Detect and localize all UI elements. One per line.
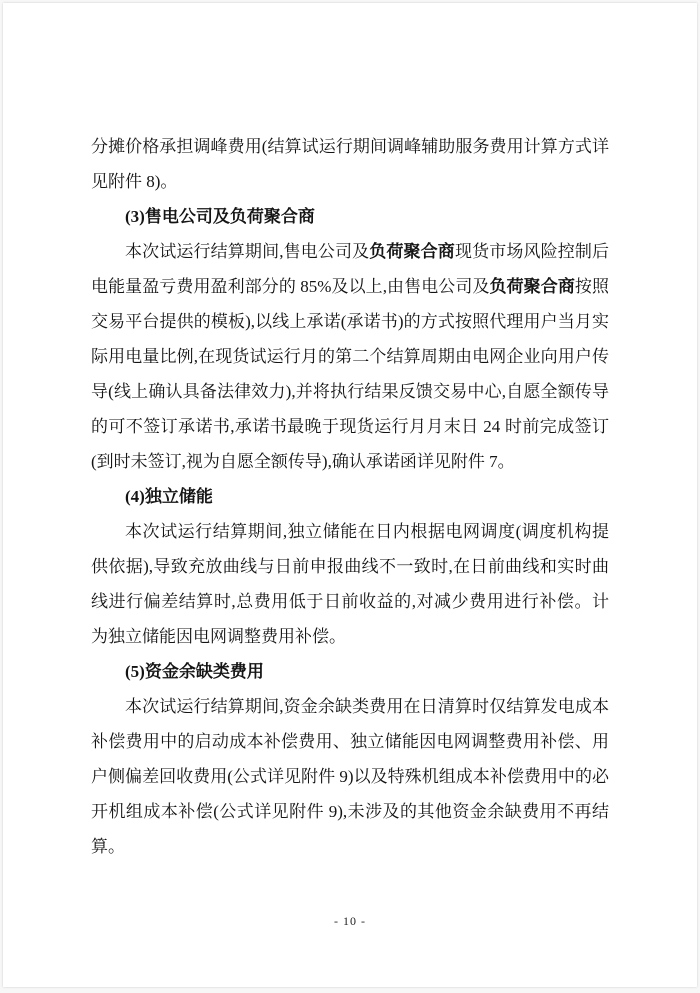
section-heading bbox=[91, 199, 609, 234]
body-paragraph bbox=[91, 129, 609, 199]
section-heading bbox=[91, 654, 609, 689]
bold-text-run: 负荷聚合商 bbox=[489, 277, 575, 296]
bold-text-run: (5)资金余缺类费用 bbox=[125, 662, 264, 681]
section-heading bbox=[91, 479, 609, 514]
text-run: 现货市场风险控制后电能量盈亏费用盈利部分的 85%及以上,由售电公司及 bbox=[91, 242, 610, 296]
text-run: 本次试运行结算期间,资金余缺类费用在日清算时仅结算发电成本补偿费用中的启动成本补偿费用、独立储能因电网调整费用补偿、用户侧偏差回收费用(公式详见附件 9)以及特殊机组成本补偿费用中的必开机组成本补偿(公式详见附件 9),未涉及的其他资金余缺费用不再结算。 bbox=[91, 697, 609, 856]
text-run: 本次试运行结算期间,售电公司及 bbox=[125, 242, 370, 261]
page-number: - 10 - bbox=[334, 914, 366, 928]
text-run: 按照交易平台提供的模板),以线上承诺(承诺书)的方式按照代理用户当月实际用电量比例,在现货试运行月的第二个结算周期由电网企业向用户传导(线上确认具备法律效力),并将执行结果反馈交易中心,自愿全额传导的可不签订承诺书,承诺书最晚于现货运行月月末日 24 时前完成签订(到时未签订,视为自愿全额传导),确认承诺函详见附件 7。 bbox=[91, 277, 609, 471]
text-run: 本次试运行结算期间,独立储能在日内根据电网调度(调度机构提供依据),导致充放曲线与日前申报曲线不一致时,在日前曲线和实时曲线进行偏差结算时,总费用低于日前收益的,对减少费用进行补偿。计为独立储能因电网调整费用补偿。 bbox=[91, 522, 609, 646]
document-body bbox=[3, 3, 697, 864]
bold-text-run: (4)独立储能 bbox=[125, 487, 213, 506]
bold-text-run: (3)售电公司及负荷聚合商 bbox=[125, 207, 315, 226]
bold-text-run: 负荷聚合商 bbox=[369, 242, 455, 261]
body-paragraph bbox=[91, 514, 609, 654]
body-paragraph bbox=[91, 234, 609, 479]
text-run: 分摊价格承担调峰费用(结算试运行期间调峰辅助服务费用计算方式详见附件 8)。 bbox=[91, 137, 609, 191]
body-paragraph bbox=[91, 689, 609, 864]
page-footer bbox=[3, 914, 697, 929]
document-page bbox=[3, 3, 697, 987]
